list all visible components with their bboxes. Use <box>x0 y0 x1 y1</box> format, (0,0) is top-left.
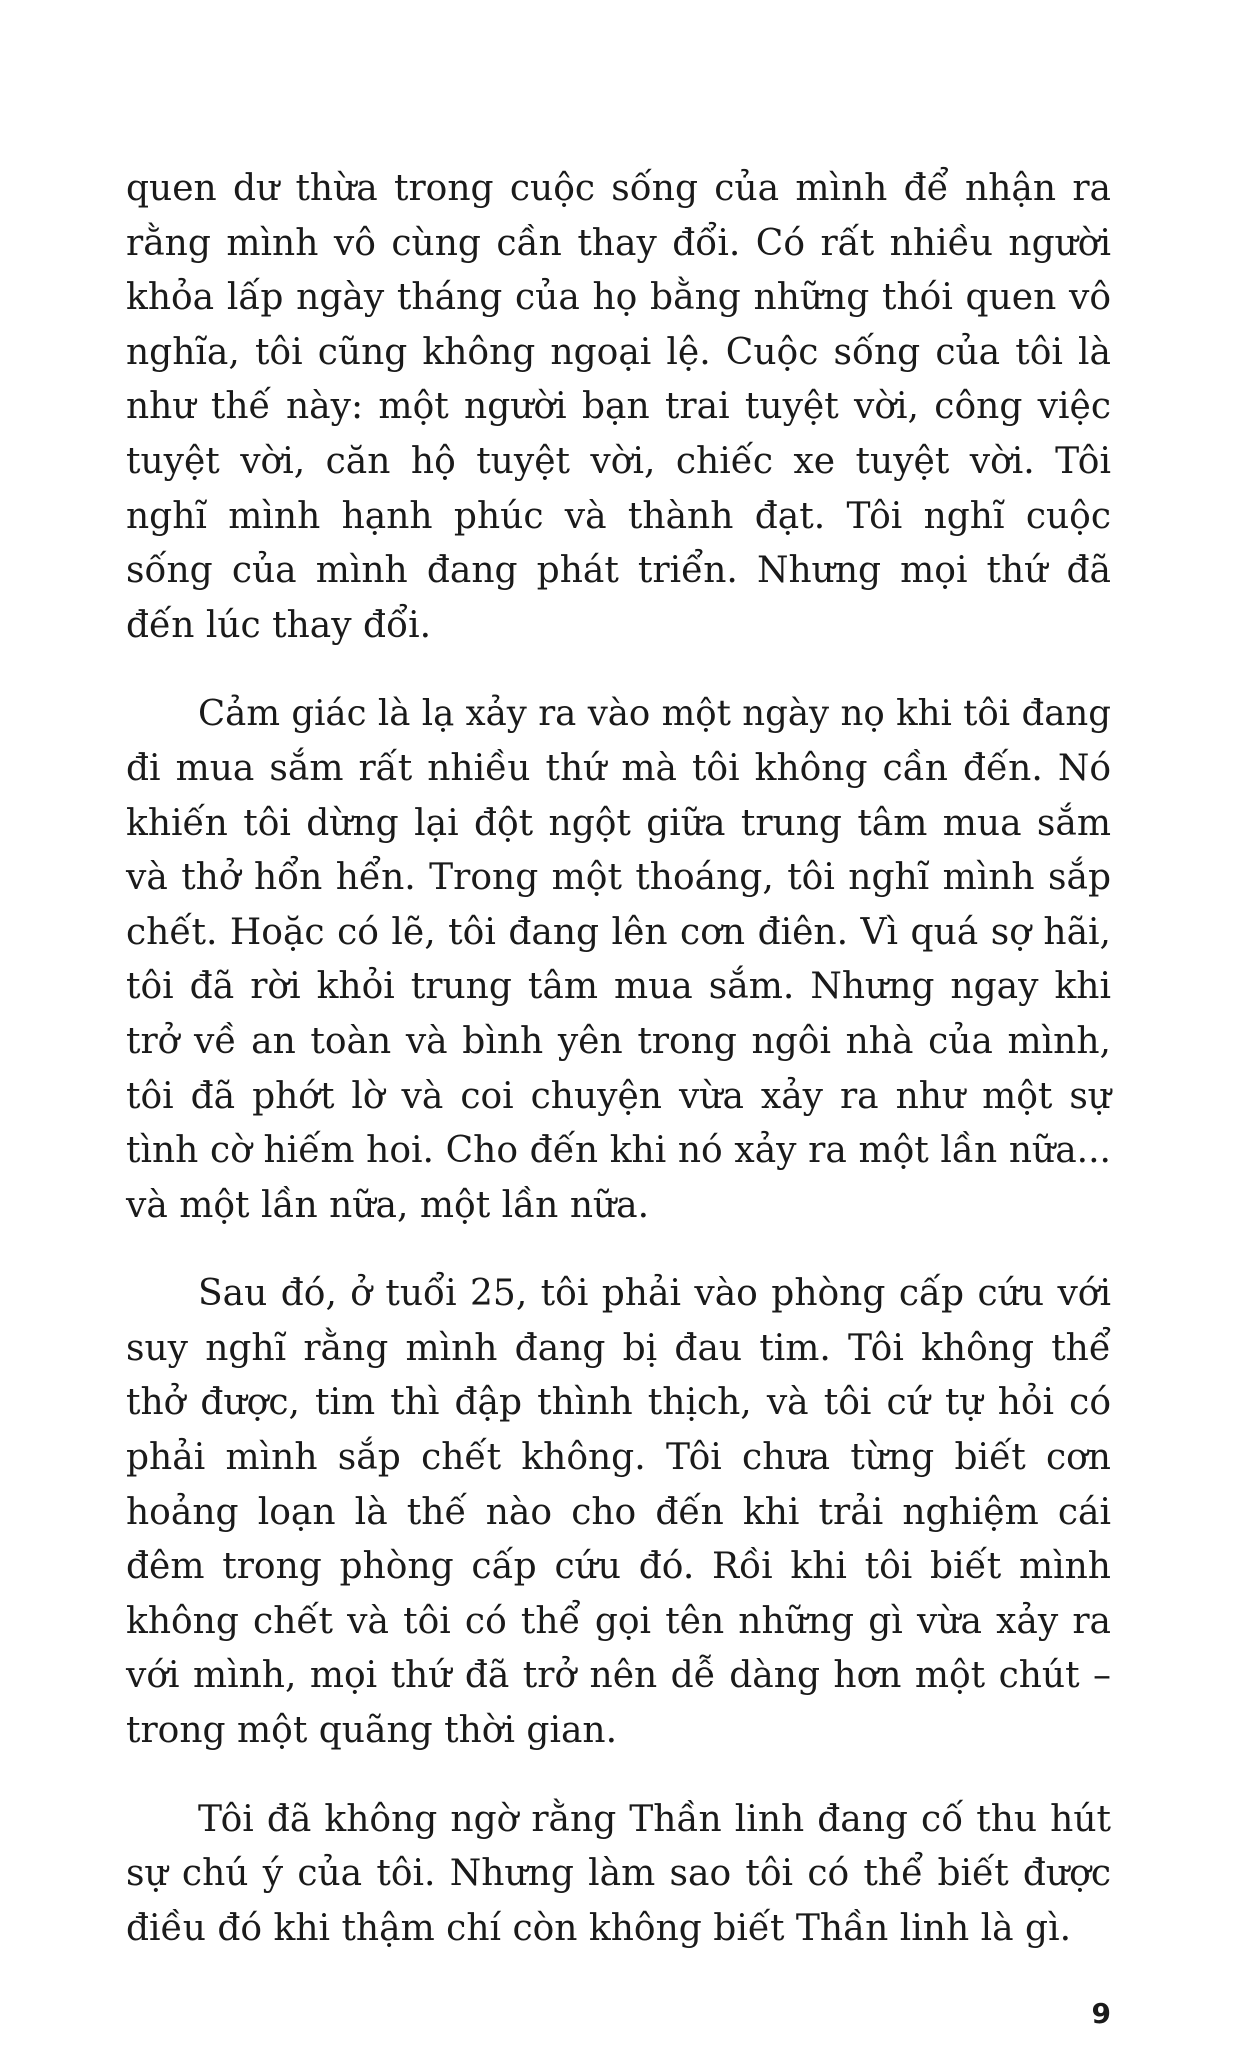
text-line: khiến tôi dừng lại đột ngột giữa trung tâm mua sắm <box>126 802 1111 844</box>
text-line: điều đó khi thậm chí còn không biết Thần linh là gì. <box>126 1907 1072 1949</box>
text-line: tôi đã rời khỏi trung tâm mua sắm. Nhưng ngay khi <box>126 966 1111 1008</box>
paragraph <box>126 1267 1111 1758</box>
text-line: suy nghĩ rằng mình đang bị đau tim. Tôi không thể <box>126 1327 1111 1369</box>
text-line: quen dư thừa trong cuộc sống của mình để nhận ra <box>126 168 1111 209</box>
text-line: và một lần nữa, một lần nữa. <box>126 1184 650 1226</box>
paragraph <box>126 1793 1111 1957</box>
text-line: và thở hổn hển. Trong một thoáng, tôi nghĩ mình sắp <box>126 857 1111 899</box>
paragraph-gap <box>126 653 1111 687</box>
text-line: thở được, tim thì đập thình thịch, và tôi cứ tự hỏi có <box>126 1382 1111 1424</box>
text-line: sự chú ý của tôi. Nhưng làm sao tôi có thể biết được <box>126 1853 1111 1895</box>
paragraph <box>126 162 1111 653</box>
paragraph-gap <box>126 1233 1111 1267</box>
text-line: tôi đã phớt lờ và coi chuyện vừa xảy ra như một sự <box>126 1075 1111 1117</box>
paragraph <box>126 687 1111 1233</box>
text-line: Tôi đã không ngờ rằng Thần linh đang cố thu hút <box>198 1798 1111 1840</box>
text-line: trở về an toàn và bình yên trong ngôi nhà của mình, <box>126 1020 1111 1062</box>
text-line: hoảng loạn là thế nào cho đến khi trải nghiệm cái <box>126 1491 1111 1533</box>
text-line: nghĩ mình hạnh phúc và thành đạt. Tôi nghĩ cuộc <box>126 495 1111 537</box>
text-line: Cảm giác là lạ xảy ra vào một ngày nọ khi tôi đang <box>198 693 1111 735</box>
text-line: Sau đó, ở tuổi 25, tôi phải vào phòng cấp cứu với <box>198 1273 1111 1315</box>
text-line: đêm trong phòng cấp cứu đó. Rồi khi tôi biết mình <box>126 1546 1111 1588</box>
text-line: khỏa lấp ngày tháng của họ bằng những thói quen vô <box>126 277 1111 319</box>
text-line: đi mua sắm rất nhiều thứ mà tôi không cần đến. Nó <box>126 747 1111 789</box>
text-line: tuyệt vời, căn hộ tuyệt vời, chiếc xe tuyệt vời. Tôi <box>126 440 1111 482</box>
text-line: phải mình sắp chết không. Tôi chưa từng biết cơn <box>126 1437 1111 1479</box>
text-line: với mình, mọi thứ đã trở nên dễ dàng hơn một chút – <box>126 1655 1111 1697</box>
text-line: sống của mình đang phát triển. Nhưng mọi thứ đã <box>126 550 1111 592</box>
paragraph-gap <box>126 1759 1111 1793</box>
text-line: như thế này: một người bạn trai tuyệt vời, công việc <box>126 386 1111 428</box>
text-line: nghĩa, tôi cũng không ngoại lệ. Cuộc sống của tôi là <box>126 331 1111 373</box>
text-line: không chết và tôi có thể gọi tên những gì vừa xảy ra <box>126 1600 1111 1642</box>
text-line: chết. Hoặc có lẽ, tôi đang lên cơn điên. Vì quá sợ hãi, <box>126 911 1111 953</box>
text-line: tình cờ hiếm hoi. Cho đến khi nó xảy ra một lần nữa... <box>126 1130 1111 1172</box>
text-line: trong một quãng thời gian. <box>126 1710 618 1752</box>
body-text <box>126 162 1111 1956</box>
text-line: đến lúc thay đổi. <box>126 604 432 646</box>
text-line: rằng mình vô cùng cần thay đổi. Có rất nhiều người <box>126 222 1111 264</box>
page-number: 9 <box>1091 1997 1111 2030</box>
